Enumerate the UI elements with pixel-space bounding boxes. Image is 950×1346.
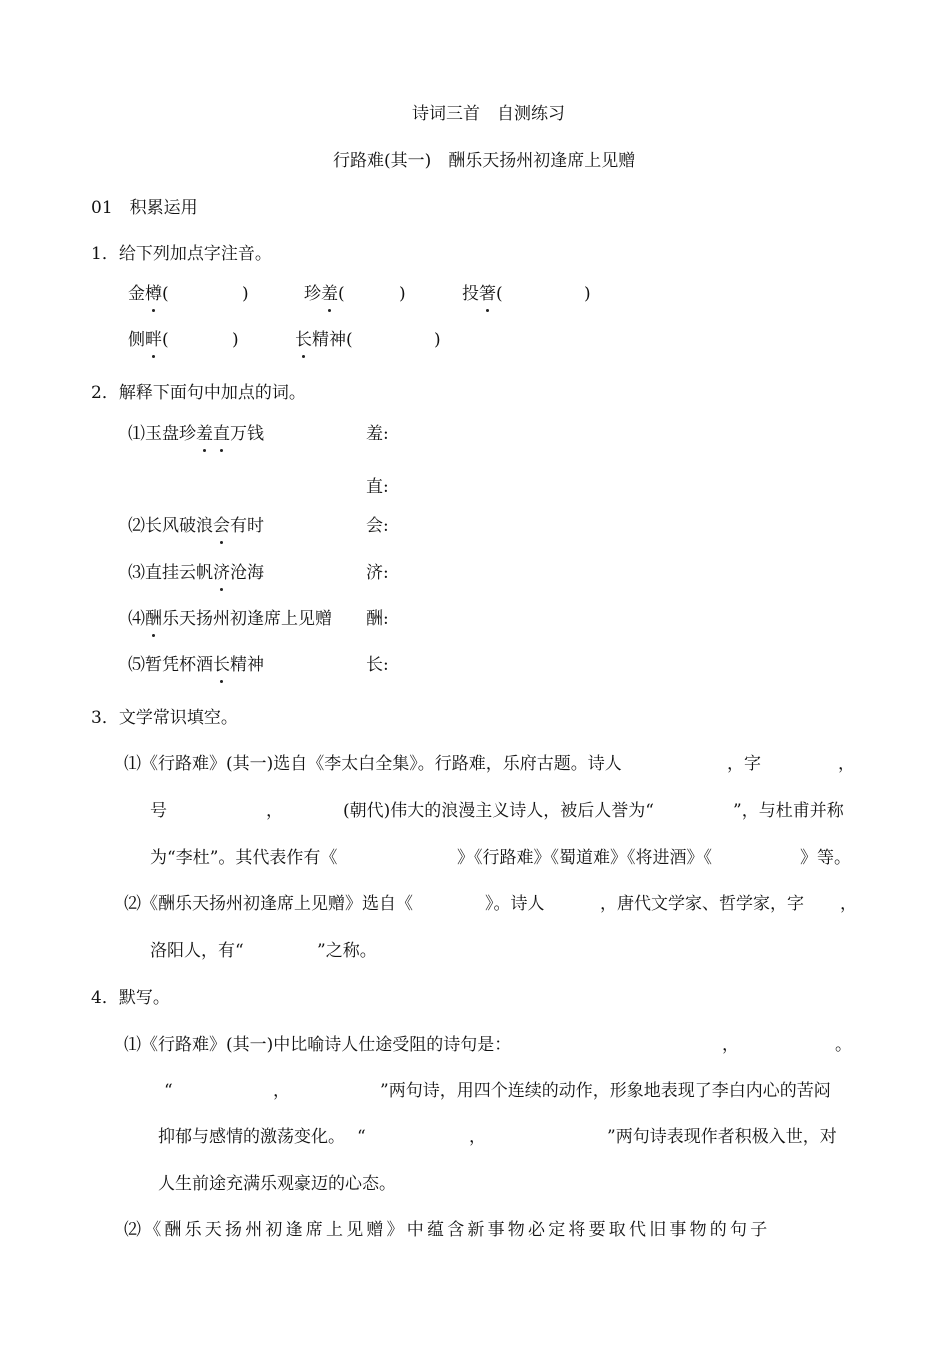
q3-line-4c: ，唐代文学家、哲学家，字: [600, 894, 804, 914]
q3-line-4d: ，: [840, 894, 857, 914]
q3-heading: 3．文学常识填空。: [91, 708, 238, 728]
q4-line-1b: ，: [722, 1035, 739, 1055]
q4-line-2c: ”两句诗，用四个连续的动作，形象地表现了李白内心的苦闷: [380, 1081, 831, 1101]
page-title: 诗词三首 自测练习: [412, 104, 565, 124]
q3-line-2b: ，: [266, 801, 283, 821]
q1-item: 金樽(: [128, 284, 169, 304]
q3-line-2c: (朝代)伟大的浪漫主义诗人，被后人誉为“: [343, 801, 654, 821]
q2-phrase: ⑸暂凭杯酒长精神: [128, 655, 264, 675]
q4-line-3: 抑郁与感情的激荡变化。: [158, 1127, 345, 1147]
q1-item: 珍羞(: [304, 284, 345, 304]
q1-item: 长精神(: [295, 330, 353, 350]
q2-phrase: ⑶直挂云帆济沧海: [128, 563, 264, 583]
q3-line-1c: ，: [838, 754, 855, 774]
q3-line-4a: ⑵《酬乐天扬州初逢席上见赠》选自《: [124, 894, 413, 914]
q3-line-3a: 为“李杜”。其代表作有《: [150, 848, 338, 868]
page-subtitle: 行路难(其一) 酬乐天扬州初逢席上见赠: [333, 151, 636, 171]
q4-line-4: 人生前途充满乐观豪迈的心态。: [158, 1174, 396, 1194]
q4-line-3a: “: [357, 1127, 366, 1147]
q1-item-close: ): [232, 330, 239, 350]
q4-line-2b: ，: [273, 1081, 290, 1101]
q4-line-5: ⑵《酬乐天扬州初逢席上见赠》中蕴含新事物必定将要取代旧事物的句子: [124, 1220, 771, 1240]
q3-line-4b: 》。诗人: [485, 894, 545, 914]
q4-line-2a: “: [164, 1081, 173, 1101]
q4-line-3b: ，: [469, 1127, 486, 1147]
q2-answer-label: 会:: [366, 516, 389, 536]
q4-line-1c: 。: [835, 1035, 852, 1055]
q2-phrase: ⑷酬乐天扬州初逢席上见赠: [128, 609, 332, 629]
q1-item-close: ): [399, 284, 406, 304]
q3-line-2d: ”，与杜甫并称: [733, 801, 844, 821]
q3-line-2a: 号: [150, 801, 167, 821]
q2-answer-label: 酬:: [366, 609, 389, 629]
q1-item-close: ): [242, 284, 249, 304]
q3-line-5b: ”之称。: [317, 941, 377, 961]
q1-item-close: ): [434, 330, 441, 350]
q2-heading: 2．解释下面句中加点的词。: [91, 383, 306, 403]
section-heading: 01 积累运用: [91, 198, 198, 218]
q2-answer-label: 长:: [366, 655, 389, 675]
q1-item: 投箸(: [462, 284, 503, 304]
q3-line-1a: ⑴《行路难》(其一)选自《李太白全集》。行路难，乐府古题。诗人: [124, 754, 622, 774]
q1-item-close: ): [584, 284, 591, 304]
q2-phrase: ⑵长风破浪会有时: [128, 516, 264, 536]
q4-line-3c: ”两句诗表现作者积极入世，对: [607, 1127, 837, 1147]
q2-answer-label: 直:: [366, 477, 389, 497]
q2-answer-label: 济:: [366, 563, 389, 583]
q2-answer-label: 羞:: [366, 424, 389, 444]
q3-line-3b: 》《行路难》《蜀道难》《将进酒》《: [457, 848, 712, 868]
q3-line-3c: 》等。: [800, 848, 851, 868]
q2-phrase: ⑴玉盘珍羞直万钱: [128, 424, 264, 444]
q4-heading: 4．默写。: [91, 988, 170, 1008]
q4-line-1a: ⑴《行路难》(其一)中比喻诗人仕途受阻的诗句是：: [124, 1035, 512, 1055]
q3-line-5a: 洛阳人，有“: [150, 941, 244, 961]
q1-heading: 1．给下列加点字注音。: [91, 244, 272, 264]
q3-line-1b: ，字: [727, 754, 761, 774]
q1-item: 侧畔(: [128, 330, 169, 350]
